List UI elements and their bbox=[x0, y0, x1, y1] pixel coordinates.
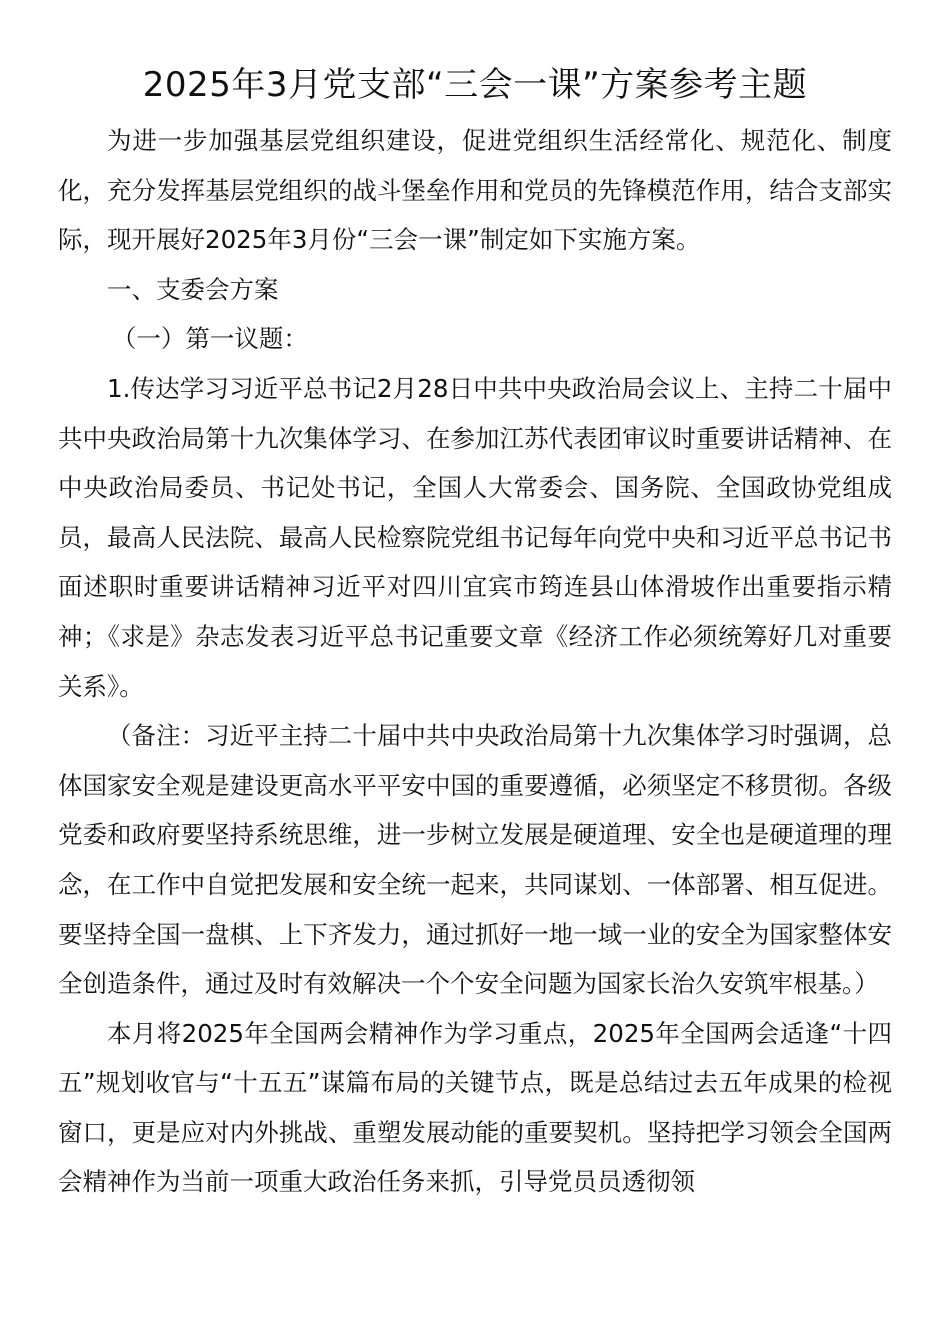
section-heading: 一、支委会方案 bbox=[107, 274, 279, 304]
document-title: 2025年3月党支部“三会一课”方案参考主题 bbox=[142, 65, 808, 105]
intro-paragraph: 为进一步加强基层党组织建设，促进党组织生活经常化、规范化、制度化，充分发挥基层党组织的战斗堡垒作用和党员的先锋模范作用，结合支部实际，现开展好2025年3月份“三会一课”制定如下实施方案。 bbox=[58, 126, 892, 255]
item-paragraph: 1.传达学习习近平总书记2月28日中共中央政治局会议上、主持二十届中共中央政治局第十九次集体学习、在参加江苏代表团审议时重要讲话精神、在中央政治局委员、书记处书记，全国人大常委会、国务院、全国政协党组成员，最高人民法院、最高人民检察院党组书记每年向党中央和习近平总书记书面述职时重要讲话精神习近平对四川宜宾市筠连县山体滑坡作出重要指示精神；《求是》杂志发表习近平总书记重要文章《经济工作必须统筹好几对重要关系》。 bbox=[58, 373, 892, 701]
subsection-heading: （一）第一议题： bbox=[111, 324, 308, 354]
note-paragraph: （备注：习近平主持二十届中共中央政治局第十九次集体学习时强调，总体国家安全观是建设更高水平平安中国的重要遵循，必须坚定不移贯彻。各级党委和政府要坚持系统思维，进一步树立发展是硬道理、安全也是硬道理的理念，在工作中自觉把发展和安全统一起来，共同谋划、一体部署、相互促进。要坚持全国一盘棋、上下齐发力，通过抓好一地一域一业的安全为国家整体安全创造条件，通过及时有效解决一个个安全问题为国家长治久安筑牢根基。） bbox=[58, 721, 892, 999]
focus-paragraph: 本月将2025年全国两会精神作为学习重点，2025年全国两会适逢“十四五”规划收官与“十五五”谋篇布局的关键节点，既是总结过去五年成果的检视窗口，更是应对内外挑战、重塑发展动能的重要契机。坚持把学习领会全国两会精神作为当前一项重大政治任务来抓，引导党员员透彻领 bbox=[58, 1018, 892, 1197]
document-page bbox=[58, 60, 892, 1207]
